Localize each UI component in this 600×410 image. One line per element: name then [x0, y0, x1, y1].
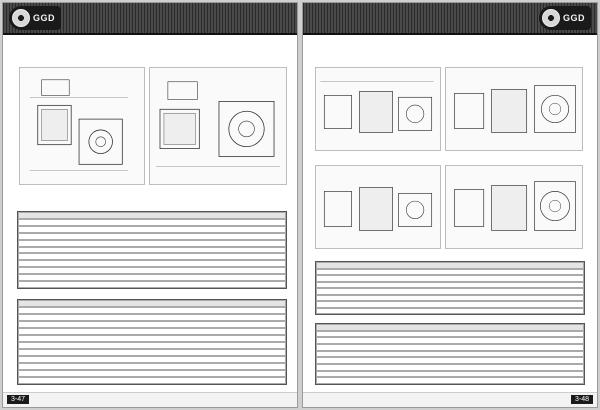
table-row	[18, 363, 286, 370]
right-drawing-4	[445, 165, 583, 249]
right-header-band	[303, 3, 597, 35]
table-row	[18, 335, 286, 342]
table-row	[316, 357, 584, 364]
table-row	[18, 233, 286, 240]
right-drawing-1	[315, 67, 441, 151]
left-dimension-table-1	[17, 211, 287, 289]
left-dimension-table-2	[17, 299, 287, 385]
left-brand-text: GGD	[33, 13, 56, 23]
right-page	[302, 2, 598, 408]
table-header-row	[316, 324, 584, 331]
right-footer	[303, 392, 597, 407]
table-row	[316, 308, 584, 315]
table-row	[18, 349, 286, 356]
left-drawing-2	[149, 67, 287, 185]
right-drawing-2	[445, 67, 583, 151]
left-drawing-2-svg	[150, 68, 286, 184]
right-brand-badge	[539, 6, 591, 30]
table-header-row	[18, 212, 286, 219]
right-page-number: 3-48	[571, 395, 593, 404]
table-row	[18, 314, 286, 321]
right-drawing-3	[315, 165, 441, 249]
left-brand-badge	[9, 6, 61, 30]
table-row	[18, 240, 286, 247]
table-row	[18, 370, 286, 377]
right-drawing-3-svg	[316, 166, 440, 248]
table-row	[18, 267, 286, 274]
table-row	[316, 351, 584, 358]
right-drawing-1-svg	[316, 68, 440, 150]
brand-logo-icon	[12, 9, 30, 27]
left-drawing-1	[19, 67, 145, 185]
table-row	[18, 253, 286, 260]
brand-logo-icon	[542, 9, 560, 27]
right-brand-text: GGD	[562, 13, 585, 23]
left-footer	[3, 392, 297, 407]
table-row	[316, 377, 584, 384]
left-page	[2, 2, 298, 408]
table-row	[18, 226, 286, 233]
table-row	[18, 321, 286, 328]
table-row	[316, 364, 584, 371]
table-row	[18, 377, 286, 384]
table-row	[18, 247, 286, 254]
table-row	[18, 274, 286, 281]
left-header-band	[3, 3, 297, 35]
left-page-number: 3-47	[7, 395, 29, 404]
table-row	[316, 337, 584, 344]
right-drawing-2-svg	[446, 68, 582, 150]
table-row	[18, 281, 286, 288]
right-dimension-table-1	[315, 261, 585, 315]
table-row	[18, 328, 286, 335]
table-row	[18, 356, 286, 363]
right-drawing-4-svg	[446, 166, 582, 248]
table-header-row	[18, 300, 286, 307]
table-row	[316, 331, 584, 338]
table-row	[18, 219, 286, 226]
table-row	[18, 260, 286, 267]
table-row	[316, 371, 584, 378]
table-row	[316, 344, 584, 351]
table-row	[18, 342, 286, 349]
right-dimension-table-2	[315, 323, 585, 385]
table-row	[18, 307, 286, 314]
left-drawing-1-svg	[20, 68, 144, 184]
